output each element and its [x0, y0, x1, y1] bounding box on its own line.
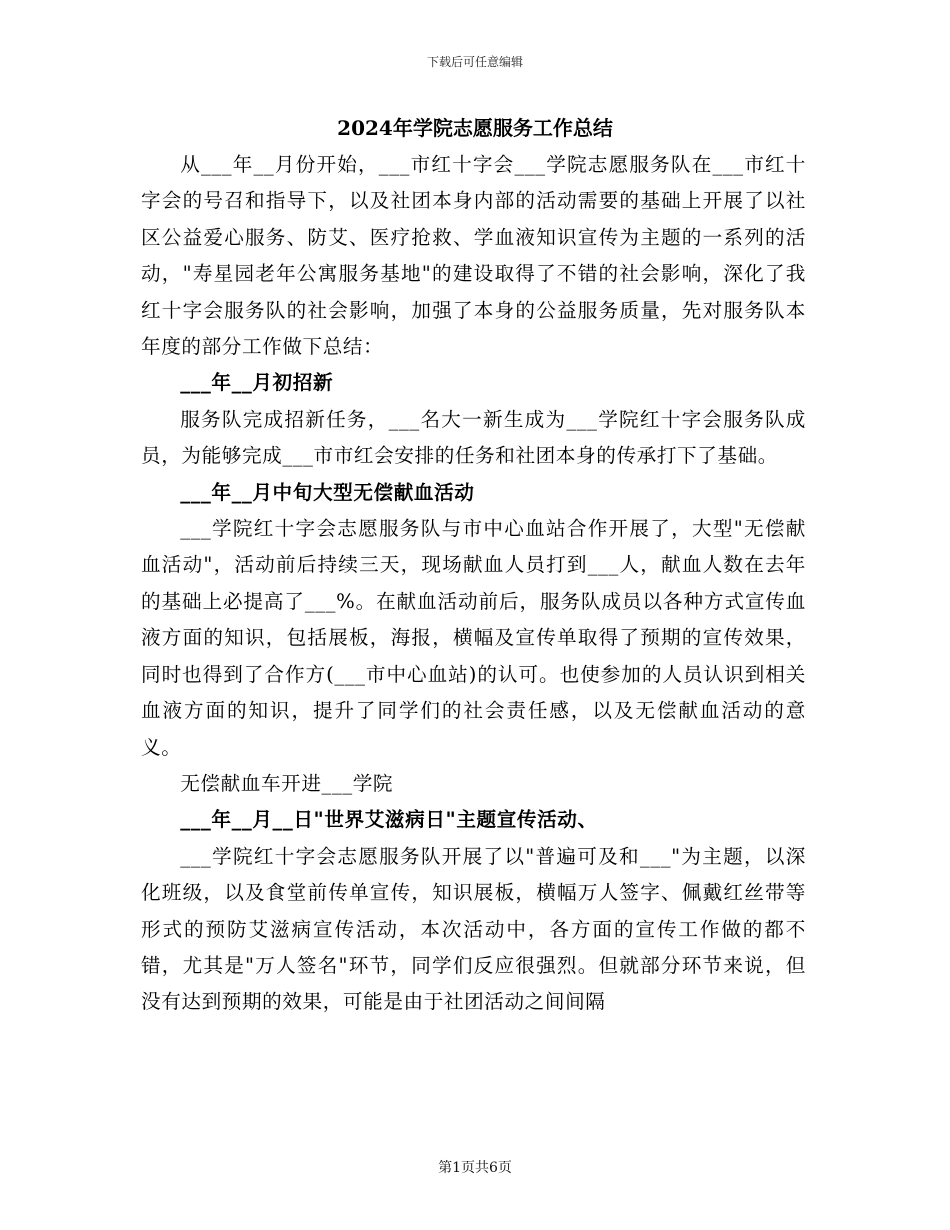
page-number: 第1页共6页 — [438, 1160, 512, 1176]
paragraph-recruitment: 服务队完成招新任务，___名大一新生成为___学院红十字会服务队成员，为能够完成___市市红会安排的任务和社团本身的传承打下了基础。 — [141, 407, 806, 468]
paragraph-blood-bus: 无偿献血车开进___学院 — [180, 771, 394, 795]
paragraph-aids-day: ___学院红十字会志愿服务队开展了以"普遍可及和___"为主题，以深化班级，以及食堂前传单宣传，知识展板，横幅万人签字、佩戴红丝带等形式的预防艾滋病宣传活动，本次活动中，各方面的宣传工作做的都不错，尤其是"万人签名"环节，同学们反应很强烈。但就部分环节来说，但没有达到预期的效果，可能是由于社团活动之间间隔 — [141, 844, 806, 1014]
paragraph-intro: 从___年__月份开始，___市红十字会___学院志愿服务队在___市红十字会的号召和指导下，以及社团本身内部的活动需要的基础上开展了以社区公益爱心服务、防艾、医疗抢救、学血液知识宣传为主题的一系列的活动，"寿星园老年公寓服务基地"的建设取得了不错的社会影响，深化了我红十字会服务队的社会影响，加强了本身的公益服务质量，先对服务队本年度的部分工作做下总结： — [141, 153, 806, 359]
document-title: 2024年学院志愿服务工作总结 — [337, 116, 613, 140]
paragraph-blood-donation: ___学院红十字会志愿服务队与市中心血站合作开展了，大型"无偿献血活动"，活动前后持续三天，现场献血人员打到___人，献血人数在去年的基础上必提高了___%。在献血活动前后，服务队成员以各种方式宣传血液方面的知识，包括展板，海报，横幅及宣传单取得了预期的宣传效果，同时也得到了合作方(___市中心血站)的认可。也使参加的人员认识到相关血液方面的知识，提升了同学们的社会责任感，以及无偿献血活动的意义。 — [141, 517, 806, 759]
section-heading-blood-donation: ___年__月中旬大型无偿献血活动 — [180, 480, 475, 504]
page-header-note: 下载后可任意编辑 — [426, 55, 523, 69]
section-heading-recruitment: ___年__月初招新 — [180, 371, 334, 395]
section-heading-aids-day: ___年__月__日"世界艾滋病日"主题宣传活动、 — [180, 808, 598, 832]
document-body — [141, 147, 806, 1021]
